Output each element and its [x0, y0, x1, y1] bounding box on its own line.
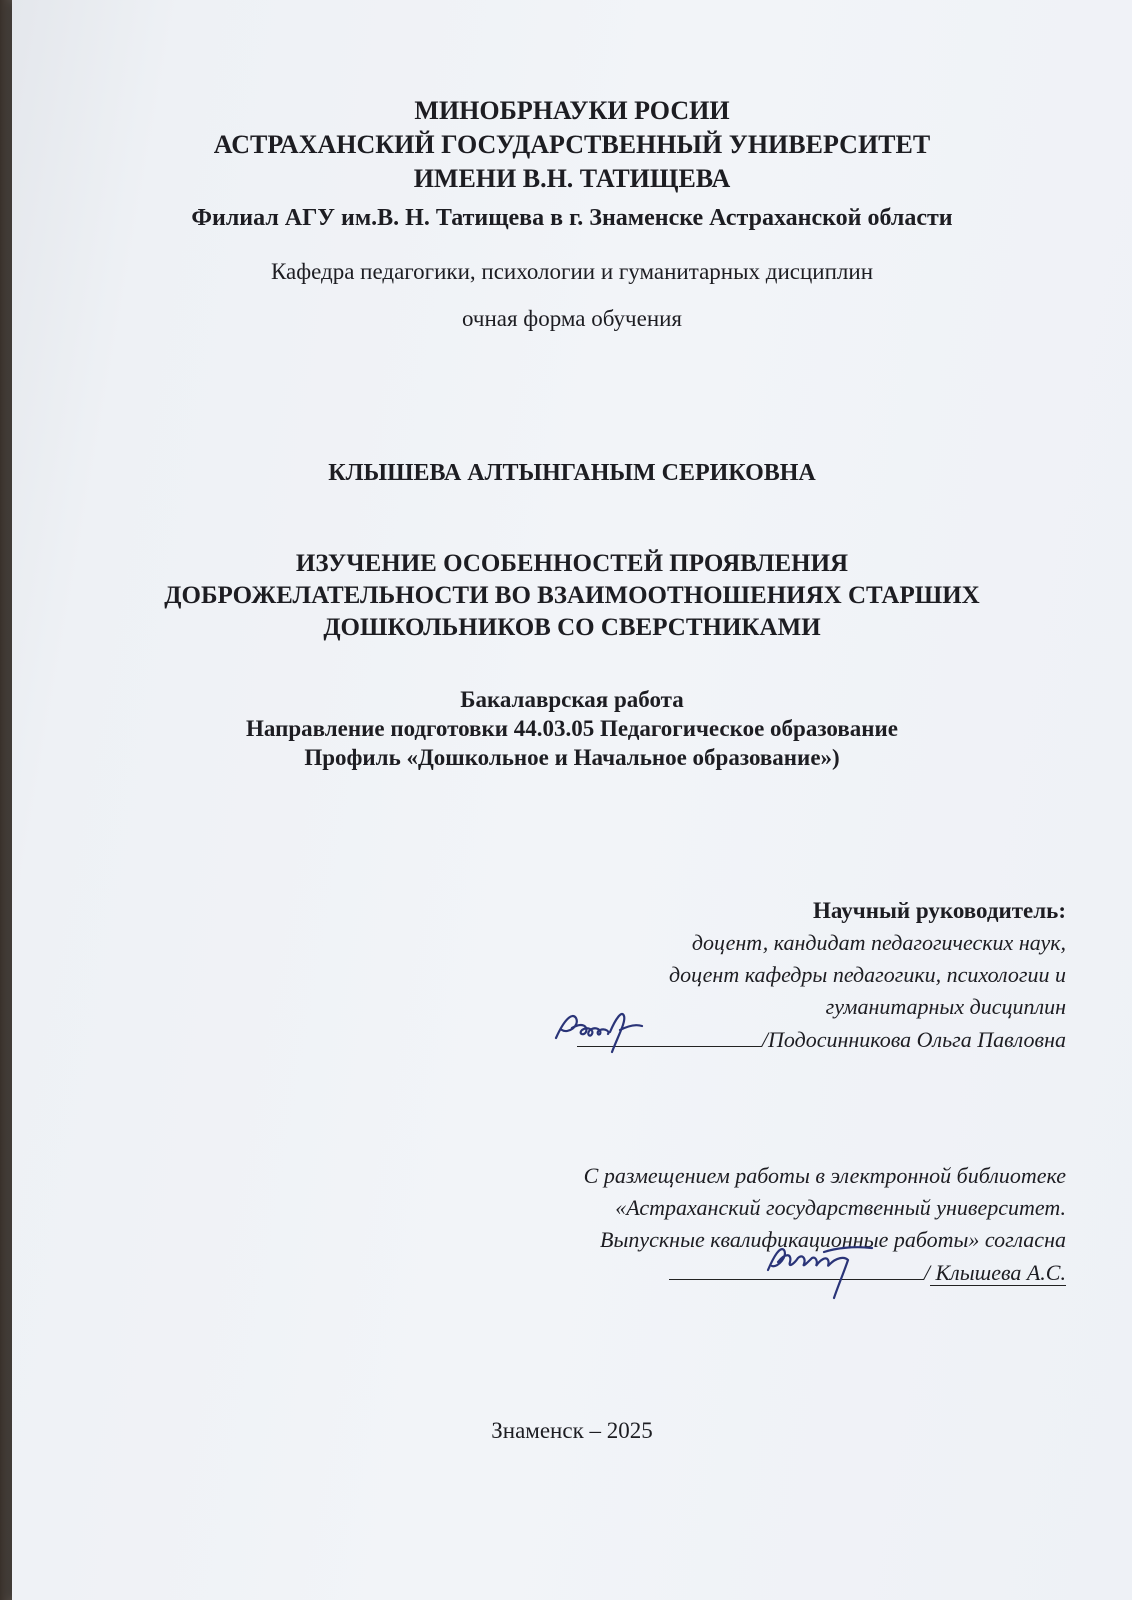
thesis-title-line: ИЗУЧЕНИЕ ОСОБЕННОСТЕЙ ПРОЯВЛЕНИЯ — [295, 550, 849, 577]
author-name: КЛЫШЕВА АЛТЫНГАНЫМ СЕРИКОВНА — [328, 460, 816, 486]
consent-line: С размещением работы в электронной библиотеке — [583, 1163, 1066, 1188]
study-direction: Направление подготовки 44.03.05 Педагогическое образование — [246, 716, 898, 741]
ministry-header — [12, 94, 1132, 196]
study-form: очная форма обучения — [461, 306, 683, 331]
author-short-name: Клышева А.С. — [930, 1260, 1066, 1285]
city-year: Знаменск – 2025 — [491, 1418, 653, 1443]
university-name-line: ИМЕНИ В.Н. ТАТИЩЕВА — [413, 164, 731, 193]
title-page — [12, 0, 1132, 1600]
supervisor-name: /Подосинникова Ольга Павловна — [761, 1027, 1066, 1052]
thesis-title — [12, 548, 1132, 644]
signature-separator: / — [923, 1260, 930, 1285]
consent-line: «Астраханский государственный университет. — [615, 1195, 1066, 1220]
work-type: Бакалаврская работа — [460, 687, 684, 712]
thesis-title-line: ДОБРОЖЕЛАТЕЛЬНОСТИ ВО ВЗАИМООТНОШЕНИЯХ СТАРШИХ — [164, 582, 980, 609]
supervisor-signature-line — [577, 1024, 762, 1047]
department-name: Кафедра педагогики, психологии и гуманитарных дисциплин — [270, 259, 874, 284]
author-signature-row — [669, 1257, 1066, 1286]
ministry-line: МИНОБРНАУКИ РОСИИ — [414, 96, 730, 125]
supervisor-label: Научный руководитель: — [813, 898, 1066, 923]
branch-name: Филиал АГУ им.В. Н. Татищева в г. Знаменске Астраханской области — [191, 205, 953, 231]
supervisor-title-line: гуманитарных дисциплин — [825, 994, 1066, 1019]
consent-line: Выпускные квалификационные работы» согласна — [600, 1227, 1066, 1252]
supervisor-signature-row — [577, 1024, 1066, 1053]
author-signature-line — [669, 1257, 924, 1280]
thesis-title-line: ДОШКОЛЬНИКОВ СО СВЕРСТНИКАМИ — [323, 614, 821, 641]
study-profile: Профиль «Дошкольное и Начальное образование») — [304, 745, 840, 770]
supervisor-title-line: доцент, кандидат педагогических наук, — [691, 930, 1066, 955]
university-line: АСТРАХАНСКИЙ ГОСУДАРСТВЕННЫЙ УНИВЕРСИТЕТ — [213, 130, 931, 159]
supervisor-title-line: доцент кафедры педагогики, психологии и — [668, 962, 1066, 987]
work-info — [12, 685, 1132, 772]
